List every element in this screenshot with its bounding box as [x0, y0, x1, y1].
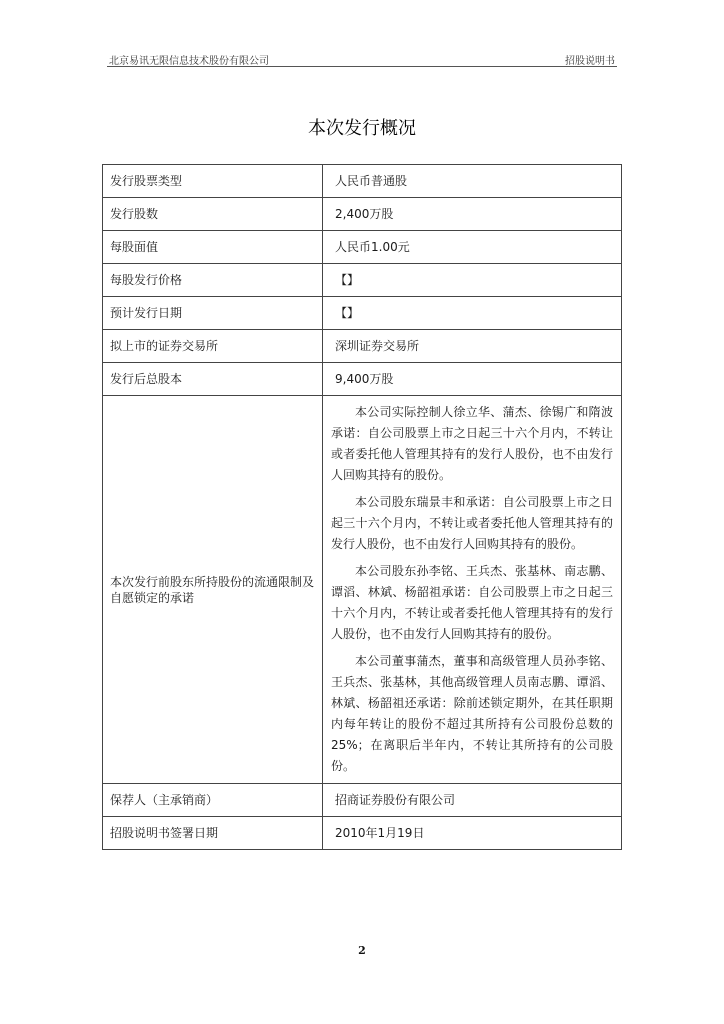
row-value: 9,400万股 — [323, 363, 622, 396]
page-title: 本次发行概况 — [308, 118, 416, 139]
commitment-paragraph: 本公司实际控制人徐立华、蒲杰、徐锡广和隋波承诺：自公司股票上市之日起三十六个月内，不转让或者委托他人管理其持有的发行人股份，也不由发行人回购其持有的股份。 — [331, 405, 613, 482]
lockup-label: 本次发行前股东所持股份的流通限制及自愿锁定的承诺 — [103, 396, 323, 784]
header-company-name: 北京易讯无限信息技术股份有限公司 — [109, 56, 269, 67]
table-row — [103, 264, 622, 297]
offering-summary-table — [102, 164, 622, 850]
sponsor-value: 招商证券股份有限公司 — [323, 784, 622, 817]
row-value: 【】 — [323, 297, 622, 330]
lockup-commitments — [323, 396, 622, 784]
sign-date-label: 招股说明书签署日期 — [103, 817, 323, 850]
row-value: 2,400万股 — [323, 198, 622, 231]
table-row — [103, 784, 622, 817]
page-number: 2 — [358, 944, 366, 957]
row-label: 每股发行价格 — [103, 264, 323, 297]
commitment-paragraph: 本公司股东瑞景丰和承诺：自公司股票上市之日起三十六个月内，不转让或者委托他人管理其持有的发行人股份，也不由发行人回购其持有的股份。 — [331, 495, 613, 551]
row-label: 发行后总股本 — [103, 363, 323, 396]
table-row — [103, 297, 622, 330]
row-value: 人民币普通股 — [323, 165, 622, 198]
row-label: 预计发行日期 — [103, 297, 323, 330]
commitment-paragraph: 本公司股东孙李铭、王兵杰、张基林、南志鹏、谭滔、林斌、杨韶祖承诺：自公司股票上市之日起三十六个月内，不转让或者委托他人管理其持有的发行人股份，也不由发行人回购其持有的股份。 — [331, 564, 613, 641]
commitment-paragraph: 本公司董事蒲杰，董事和高级管理人员孙李铭、王兵杰、张基林，其他高级管理人员南志鹏、谭滔、林斌、杨韶祖还承诺：除前述锁定期外，在其任职期内每年转让的股份不超过其所持有公司股份总数的25%；在离职后半年内，不转让其所持有的公司股份。 — [331, 654, 613, 773]
row-label: 发行股票类型 — [103, 165, 323, 198]
header-divider — [107, 66, 617, 67]
sponsor-label: 保荐人（主承销商） — [103, 784, 323, 817]
table-row — [103, 198, 622, 231]
lockup-row — [103, 396, 622, 784]
row-value: 深圳证券交易所 — [323, 330, 622, 363]
row-value: 【】 — [323, 264, 622, 297]
header-document-type: 招股说明书 — [565, 56, 615, 67]
row-label: 发行股数 — [103, 198, 323, 231]
row-value: 人民币1.00元 — [323, 231, 622, 264]
table-row — [103, 330, 622, 363]
table-row — [103, 817, 622, 850]
row-label: 拟上市的证券交易所 — [103, 330, 323, 363]
row-label: 每股面值 — [103, 231, 323, 264]
table-row — [103, 231, 622, 264]
table-row — [103, 165, 622, 198]
sign-date-value: 2010年1月19日 — [323, 817, 622, 850]
table-row — [103, 363, 622, 396]
